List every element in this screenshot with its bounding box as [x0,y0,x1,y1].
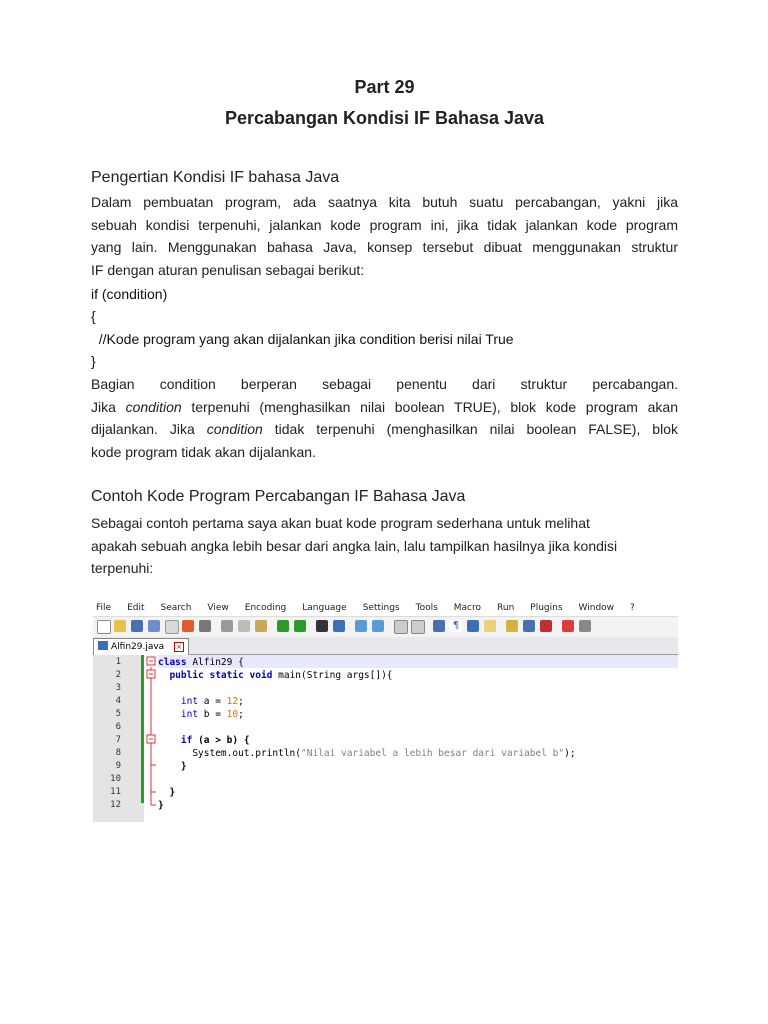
code-line-4: int a = 12; [180,696,244,707]
page-title: Percabangan Kondisi IF Bahasa Java [224,108,545,128]
zoom-out-icon[interactable] [372,620,384,632]
code-line-5: int b = 10; [180,709,244,720]
menu-language[interactable]: Language [302,603,347,613]
line-number: 12 [110,800,121,810]
line-number: 2 [115,670,121,680]
code-line-7: if (a > b) { [180,735,250,746]
menu-window[interactable]: Window [578,603,615,613]
close-all-icon[interactable] [182,620,194,632]
cut-icon[interactable] [221,620,233,632]
sync-horizontal-icon[interactable] [411,620,425,634]
function-list-icon[interactable] [523,620,535,632]
line-number: 5 [115,709,121,719]
menu-settings[interactable]: Settings [362,603,400,613]
line-number: 7 [115,735,121,745]
close-tab-icon[interactable]: × [174,642,184,652]
paragraph-line: sebuah kondisi terpenuhi, jalankan kode program ini, jika tidak jalankan kode program [91,216,678,233]
part-number: Part 29 [354,77,415,97]
code-line-2: public static void main(String args[]){ [169,670,393,681]
menu-encoding[interactable]: Encoding [244,603,287,613]
menu-run[interactable]: Run [497,603,515,613]
section-heading-contoh: Contoh Kode Program Percabangan IF Bahasa Java [91,488,466,505]
code-line-8: System.out.println("Nilai variabel a lebih besar dari variabel b"); [192,748,576,759]
word-wrap-icon[interactable] [433,620,445,632]
syntax-line: { [91,308,96,324]
copy-icon[interactable] [238,620,250,632]
menu-view[interactable]: View [207,603,229,613]
play-macro-icon[interactable] [579,620,591,632]
save-all-icon[interactable] [148,620,160,632]
paragraph-line: Jika condition terpenuhi (menghasilkan nilai boolean TRUE), blok kode program akan [91,398,678,415]
udl-icon[interactable] [484,620,496,632]
line-number: 6 [115,722,121,732]
paragraph-intro [91,191,678,281]
menu-edit[interactable]: Edit [127,603,145,613]
syntax-line: } [91,353,96,369]
undo-icon[interactable] [277,620,289,632]
code-line-1: class Alfin29 { [158,657,244,668]
menu-bar [93,600,678,616]
file-save-icon [98,641,108,650]
code-line-9: } [180,761,187,772]
paragraph-line: kode program tidak akan dijalankan. [91,443,316,460]
line-number: 4 [115,696,121,706]
redo-icon[interactable] [294,620,306,632]
paragraph-example [91,512,678,580]
paragraph-line: terpenuhi: [91,560,154,576]
syntax-line: if (condition) [91,286,168,302]
paragraph-line: apakah sebuah angka lebih besar dari angka lain, lalu tampilkan hasilnya jika kondisi [91,537,618,554]
line-number: 8 [115,748,121,758]
paragraph-line: Sebagai contoh pertama saya akan buat kode program sederhana untuk melihat [91,515,590,531]
tab-label: Alfin29.java [111,642,165,652]
paragraph-line: yang lain. Menggunakan bahasa Java, konsep tersebut dibuat menggunakan struktur [91,239,678,255]
code-line-12: } [158,800,164,811]
fold-margin [144,655,158,822]
line-number: 1 [115,657,121,667]
menu-search[interactable]: Search [160,603,192,613]
zoom-in-icon[interactable] [355,620,367,632]
editor-screenshot [93,600,678,822]
paragraph-line: Dalam pembuatan program, ada saatnya kita butuh suatu percabangan, yakni jika [91,194,678,210]
tab-bar [93,637,678,655]
line-number-gutter [93,655,144,822]
code-line-11: } [169,787,176,798]
line-number: 11 [110,787,121,797]
menu-macro[interactable]: Macro [453,603,482,613]
menu-plugins[interactable]: Plugins [530,603,563,613]
print-icon[interactable] [199,620,211,632]
record-macro-icon[interactable] [562,620,574,632]
section-heading-pengertian: Pengertian Kondisi IF bahasa Java [91,169,340,186]
new-file-icon[interactable] [97,620,111,634]
emphasis-condition: condition [125,398,182,415]
paragraph-line: IF dengan aturan penulisan sebagai berikut: [91,261,365,278]
indent-guide-icon[interactable] [467,620,479,632]
menu-tools[interactable]: Tools [415,603,438,613]
sync-vertical-icon[interactable] [394,620,408,634]
paste-icon[interactable] [255,620,267,632]
line-number: 10 [110,774,121,784]
tab-alfin29-java[interactable] [93,638,189,655]
menu-file[interactable]: File [96,603,112,613]
save-icon[interactable] [131,620,143,632]
menu-help[interactable]: ? [630,603,635,613]
emphasis-condition: condition [206,421,263,437]
line-number: 9 [115,761,121,771]
code-editor-area[interactable] [158,655,678,822]
close-icon[interactable] [165,620,179,634]
show-all-chars-icon[interactable]: ¶ [450,620,462,632]
syntax-line: //Kode program yang akan dijalankan jika condition berisi nilai True [91,331,514,347]
open-file-icon[interactable] [114,620,126,632]
paragraph-line: dijalankan. Jika condition tidak terpenuhi (menghasilkan nilai boolean FALSE), blok [91,421,678,437]
paragraph-line: Bagian condition berperan sebagai penentu dari struktur percabangan. [91,376,678,392]
folder-workspace-icon[interactable] [540,620,552,632]
find-icon[interactable] [316,620,328,632]
replace-icon[interactable] [333,620,345,632]
toolbar [93,616,678,638]
doc-map-icon[interactable] [506,620,518,632]
line-number: 3 [115,683,121,693]
paragraph-condition [91,373,678,463]
